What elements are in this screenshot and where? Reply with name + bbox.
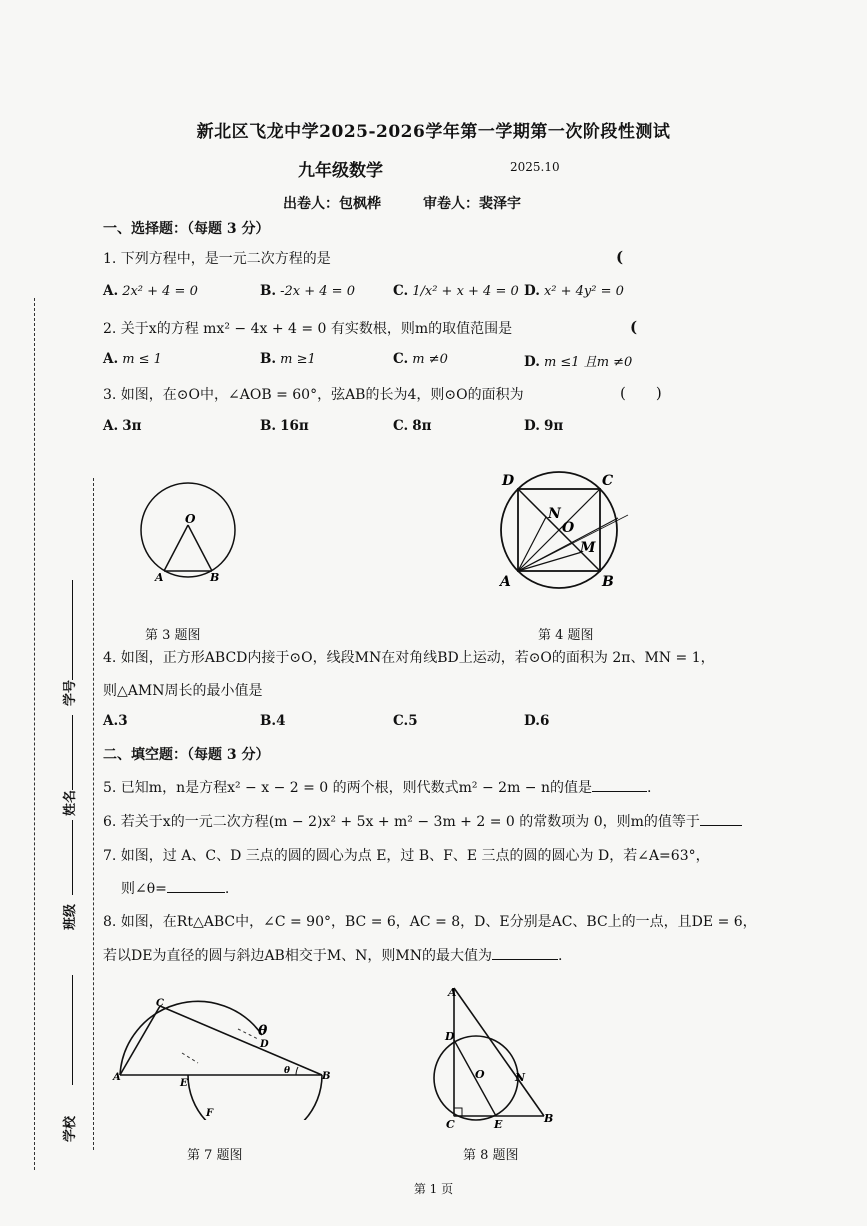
q1-option-c: C. 1/x² + x + 4 = 0 bbox=[393, 283, 519, 299]
fig3-label-b: B bbox=[210, 571, 220, 584]
fig8-caption: 第 8 题图 bbox=[463, 1148, 519, 1163]
fig3-caption: 第 3 题图 bbox=[145, 628, 201, 643]
fig3-label-a: A bbox=[155, 571, 164, 584]
page-number: 第 1 页 bbox=[413, 1182, 454, 1196]
q2-paren: ( bbox=[630, 318, 638, 336]
q4-option-a: A.3 bbox=[103, 713, 128, 729]
q6-answer-blank[interactable] bbox=[700, 825, 742, 826]
q5-answer-blank[interactable] bbox=[592, 791, 647, 792]
q1-option-d: D. x² + 4y² = 0 bbox=[524, 283, 624, 299]
fig7-label-f: F bbox=[206, 1108, 214, 1119]
q2-option-d: D. m ≤1 且m ≠0 bbox=[524, 354, 633, 370]
fig7-label-d: D bbox=[260, 1039, 269, 1050]
q3-option-a: A. 3π bbox=[103, 418, 142, 434]
q7-stem-line2: 则∠θ= . bbox=[121, 881, 230, 897]
q4-option-c: C.5 bbox=[393, 713, 418, 729]
q3-option-c: C. 8π bbox=[393, 418, 432, 434]
binding-line-inner bbox=[93, 478, 94, 1150]
fig7-label-c: C bbox=[156, 998, 164, 1009]
q6-stem: 6. 若关于x的一元二次方程(m − 2)x² + 5x + m² − 3m + 2 = 0 的常数项为 0，则m的值等于 bbox=[103, 811, 742, 831]
fig8-label-n: N bbox=[515, 1071, 526, 1084]
fig4-label-m: M bbox=[580, 540, 596, 556]
q1-stem: 1. 下列方程中，是一元二次方程的是 bbox=[103, 251, 331, 267]
sidebar-class-field[interactable] bbox=[72, 820, 73, 895]
exam-date: 2025.10 bbox=[510, 160, 560, 174]
q3-paren: ( ) bbox=[620, 384, 662, 402]
q4-stem-line2: 则△AMN周长的最小值是 bbox=[103, 683, 263, 699]
fig8-label-a: A bbox=[448, 986, 457, 999]
sidebar-name-label: 姓名 bbox=[63, 789, 78, 816]
section2-heading: 二、填空题：（每题 3 分） bbox=[103, 747, 270, 763]
q8-stem-line2: 若以DE为直径的圆与斜边AB相交于M、N，则MN的最大值为 . bbox=[103, 948, 563, 964]
fig7-label-b: B bbox=[322, 1071, 331, 1082]
q2-option-c: C. m ≠0 bbox=[393, 351, 448, 367]
section1-heading: 一、选择题：（每题 3 分） bbox=[103, 221, 270, 237]
fig4-label-c: C bbox=[602, 473, 614, 489]
q2-option-b: B. m ≥1 bbox=[260, 351, 316, 367]
fig7-label-theta: θ bbox=[284, 1066, 291, 1076]
q1-option-b: B. -2x + 4 = 0 bbox=[260, 283, 355, 299]
fig4-label-b: B bbox=[602, 574, 614, 590]
sidebar-school-field[interactable] bbox=[72, 975, 73, 1085]
fig3-label-o: O bbox=[185, 512, 196, 526]
fig8-label-b: B bbox=[544, 1112, 554, 1125]
sidebar-student-id-label: 学号 bbox=[63, 679, 78, 706]
sidebar-class-label: 班级 bbox=[63, 903, 78, 930]
figure-4 bbox=[498, 470, 638, 595]
fig8-label-o: O bbox=[475, 1068, 485, 1081]
figure-8 bbox=[418, 982, 558, 1132]
sidebar-name-field[interactable] bbox=[72, 715, 73, 790]
q3-option-d: D. 9π bbox=[524, 418, 564, 434]
fig4-label-o: O bbox=[562, 520, 575, 536]
fig4-label-n: N bbox=[548, 506, 561, 522]
fig4-label-d: D bbox=[502, 473, 515, 489]
q5-stem: 5. 已知m，n是方程x² − x − 2 = 0 的两个根，则代数式m² − 2m − n的值是 . bbox=[103, 780, 652, 796]
q7-answer-blank[interactable] bbox=[167, 892, 225, 893]
q4-option-d: D.6 bbox=[524, 713, 550, 729]
q2-option-a: A. m ≤ 1 bbox=[103, 351, 162, 367]
sidebar-school-label: 学校 bbox=[63, 1115, 78, 1142]
fig4-caption: 第 4 题图 bbox=[538, 628, 594, 643]
fig8-label-e: E bbox=[494, 1118, 503, 1131]
exam-subtitle: 九年级数学 bbox=[298, 161, 383, 181]
figure-3 bbox=[135, 482, 245, 587]
exam-title: 新北区飞龙中学2025-2026学年第一学期第一次阶段性测试 bbox=[196, 122, 671, 142]
q3-stem: 3. 如图，在⊙O中，∠AOB = 60°，弦AB的长为4，则⊙O的面积为 bbox=[103, 387, 524, 403]
fig8-label-d: D bbox=[445, 1030, 455, 1043]
q7-stem-line1: 7. 如图，过 A、C、D 三点的圆的圆心为点 E，过 B、F、E 三点的圆的圆心为 D，若∠A=63°， bbox=[103, 848, 710, 864]
q1-option-a: A. 2x² + 4 = 0 bbox=[103, 283, 198, 299]
q8-stem-line1: 8. 如图，在Rt△ABC中，∠C = 90°，BC = 6，AC = 8，D、E分别是AC、BC上的一点，且DE = 6， bbox=[103, 914, 757, 930]
q8-answer-blank[interactable] bbox=[492, 959, 558, 960]
figure-7 bbox=[110, 995, 340, 1120]
fig8-label-c: C bbox=[446, 1118, 455, 1131]
q4-option-b: B.4 bbox=[260, 713, 286, 729]
q1-paren: ( bbox=[616, 248, 624, 266]
fig7-label-theta-handwritten: θ bbox=[258, 1023, 268, 1039]
fig7-label-a: A bbox=[113, 1072, 121, 1083]
q3-option-b: B. 16π bbox=[260, 418, 309, 434]
exam-authors: 出卷人：包枫桦 审卷人：裴泽宇 bbox=[283, 196, 521, 212]
q4-stem-line1: 4. 如图，正方形ABCD内接于⊙O，线段MN在对角线BD上运动，若⊙O的面积为 2π、MN = 1， bbox=[103, 650, 715, 666]
fig7-caption: 第 7 题图 bbox=[187, 1148, 243, 1163]
fig4-label-a: A bbox=[500, 574, 511, 590]
sidebar-student-id-field[interactable] bbox=[72, 580, 73, 680]
fig7-label-e: E bbox=[180, 1078, 188, 1089]
q2-stem: 2. 关于x的方程 mx² − 4x + 4 = 0 有实数根，则m的取值范围是 bbox=[103, 321, 513, 337]
binding-line-outer bbox=[34, 298, 35, 1170]
